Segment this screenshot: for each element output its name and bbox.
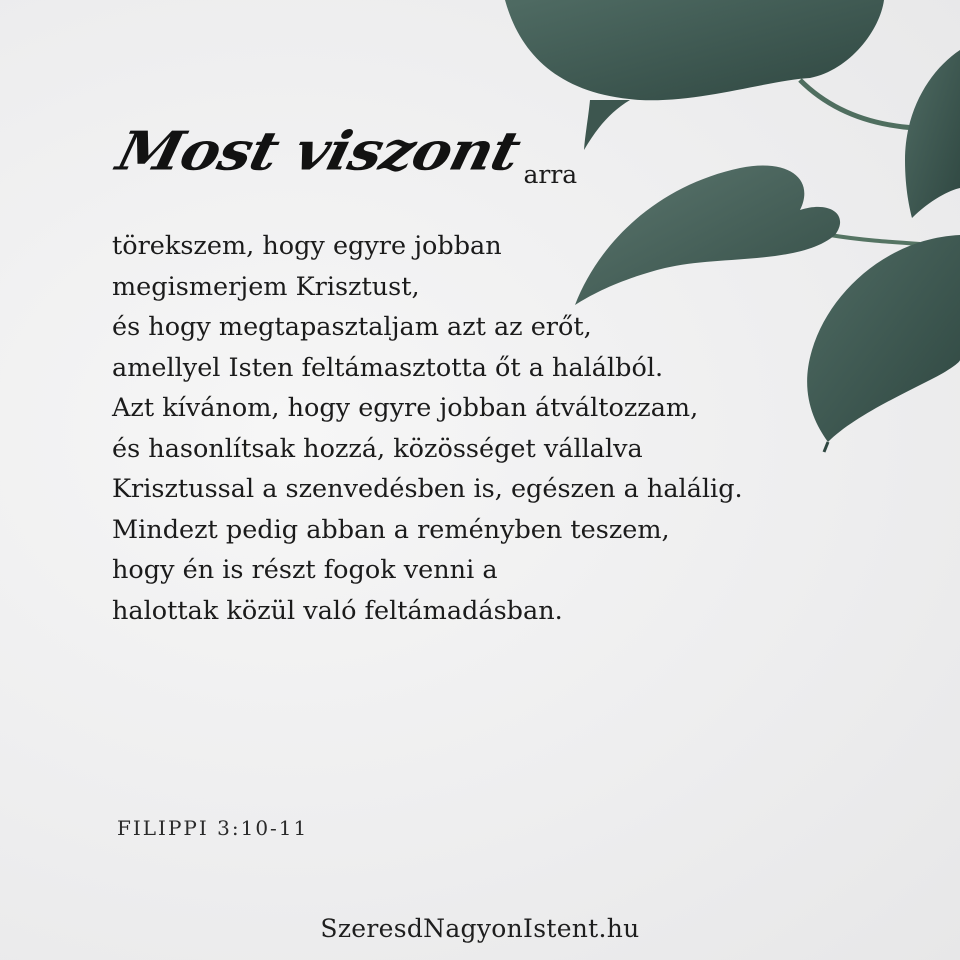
verse-line: és hogy megtapasztaljam azt az erőt, bbox=[112, 312, 592, 342]
verse-line: törekszem, hogy egyre jobban bbox=[112, 231, 502, 261]
verse-line: Mindezt pedig abban a reményben teszem, bbox=[112, 514, 670, 545]
verse-text bbox=[112, 226, 832, 631]
verse-block bbox=[110, 120, 832, 631]
verse-line: Azt kívánom, hogy egyre jobban átváltozzam, bbox=[112, 393, 699, 423]
verse-line: halottak közül való feltámadásban. bbox=[112, 595, 563, 626]
bible-reference: FILIPPI 3:10-11 bbox=[117, 816, 309, 840]
verse-line: hogy én is részt fogok venni a bbox=[112, 555, 498, 585]
verse-line: és hasonlítsak hozzá, közösséget vállalva bbox=[112, 433, 643, 464]
verse-line: megismerjem Krisztust, bbox=[112, 271, 420, 302]
verse-heading bbox=[110, 120, 832, 226]
heading-tail-word: arra bbox=[523, 160, 578, 189]
script-heading: Most viszont bbox=[110, 120, 526, 183]
website-url: SzeresdNagyonIstent.hu bbox=[320, 914, 640, 943]
verse-line: Krisztussal a szenvedésben is, egészen a halálig. bbox=[112, 474, 743, 504]
verse-line: amellyel Isten feltámasztotta őt a halálból. bbox=[112, 352, 664, 383]
